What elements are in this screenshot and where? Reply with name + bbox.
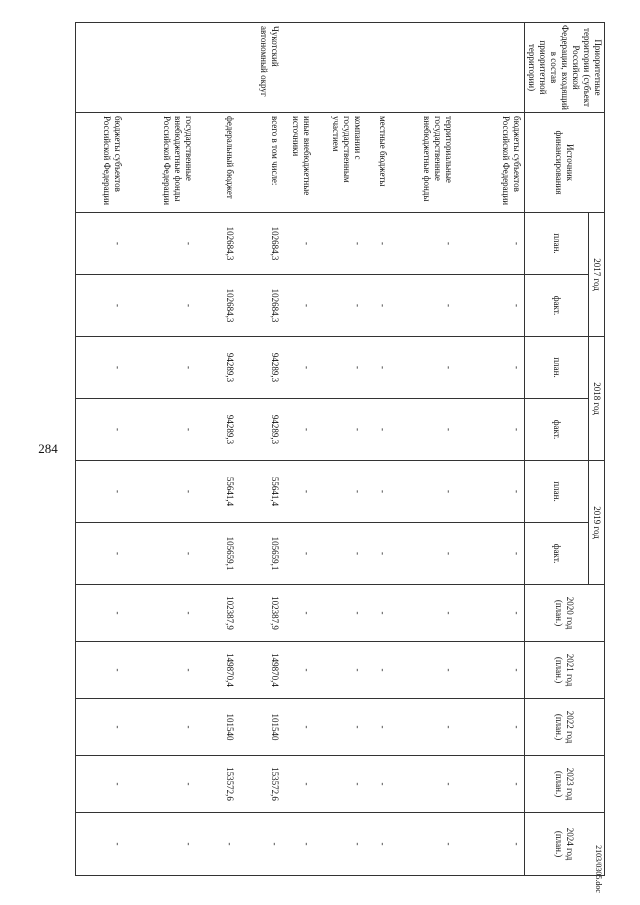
table-row <box>314 23 366 876</box>
value-cell: - <box>125 461 196 523</box>
value-cell: - <box>365 585 390 642</box>
value-cell: - <box>76 461 125 523</box>
value-cell: 94289,3 <box>237 337 281 399</box>
territory-cell <box>76 23 125 113</box>
value-cell: 94289,3 <box>196 337 238 399</box>
value-cell: - <box>390 756 456 813</box>
value-cell: 94289,3 <box>237 399 281 461</box>
rotated-table-wrapper <box>75 22 605 875</box>
header-2017-fact: факт. <box>525 275 589 337</box>
value-cell: - <box>456 275 525 337</box>
value-cell: - <box>76 337 125 399</box>
value-cell: - <box>125 275 196 337</box>
value-cell: 149870,4 <box>237 642 281 699</box>
territory-cell <box>125 23 196 113</box>
value-cell: - <box>456 756 525 813</box>
value-cell: - <box>314 523 366 585</box>
value-cell: 101540 <box>237 699 281 756</box>
value-cell: - <box>456 585 525 642</box>
value-cell: - <box>365 642 390 699</box>
value-cell: - <box>390 813 456 876</box>
value-cell: - <box>125 642 196 699</box>
table-row <box>237 23 281 876</box>
header-2018: 2018 год <box>589 337 605 461</box>
value-cell: - <box>282 461 314 523</box>
table-row <box>282 23 314 876</box>
value-cell: - <box>76 275 125 337</box>
value-cell: - <box>282 523 314 585</box>
value-cell: - <box>365 699 390 756</box>
page-number: 284 <box>38 441 58 456</box>
value-cell: - <box>125 399 196 461</box>
value-cell: - <box>314 213 366 275</box>
source-cell: бюджеты субъектов Российской Федерации <box>456 113 525 213</box>
value-cell: 102387,9 <box>237 585 281 642</box>
value-cell: 105659,1 <box>237 523 281 585</box>
value-cell: - <box>76 813 125 876</box>
value-cell: - <box>365 213 390 275</box>
value-cell: - <box>390 585 456 642</box>
value-cell: - <box>314 337 366 399</box>
territory-cell <box>390 23 456 113</box>
territory-cell <box>365 23 390 113</box>
value-cell: - <box>237 813 281 876</box>
value-cell: - <box>390 275 456 337</box>
value-cell: - <box>314 399 366 461</box>
value-cell: - <box>390 213 456 275</box>
value-cell: - <box>314 699 366 756</box>
territory-cell: Чукотский автономный округ <box>237 23 281 113</box>
value-cell: - <box>196 813 238 876</box>
value-cell: - <box>125 585 196 642</box>
table-row <box>196 23 238 876</box>
value-cell: 102684,3 <box>237 275 281 337</box>
value-cell: - <box>125 213 196 275</box>
value-cell: - <box>365 275 390 337</box>
value-cell: - <box>390 337 456 399</box>
source-cell: компании с государственным участием <box>314 113 366 213</box>
value-cell: 153572,6 <box>196 756 238 813</box>
table-row <box>456 23 525 876</box>
value-cell: - <box>282 642 314 699</box>
value-cell: - <box>456 699 525 756</box>
header-2023: 2023 год (план.) <box>525 756 605 813</box>
value-cell: - <box>365 523 390 585</box>
value-cell: 153572,6 <box>237 756 281 813</box>
value-cell: 102684,3 <box>237 213 281 275</box>
table-row <box>390 23 456 876</box>
value-cell: - <box>365 756 390 813</box>
header-2019-plan: план. <box>525 461 589 523</box>
header-2017: 2017 год <box>589 213 605 337</box>
value-cell: - <box>456 461 525 523</box>
value-cell: - <box>282 275 314 337</box>
source-cell: государственные внебюджетные фонды Российской Федерации <box>125 113 196 213</box>
table-row <box>76 23 125 876</box>
value-cell: - <box>282 213 314 275</box>
value-cell: - <box>76 399 125 461</box>
header-2022: 2022 год (план.) <box>525 699 605 756</box>
value-cell: - <box>125 337 196 399</box>
territory-cell <box>456 23 525 113</box>
table-row <box>365 23 390 876</box>
source-cell: местные бюджеты <box>365 113 390 213</box>
value-cell: 94289,3 <box>196 399 238 461</box>
value-cell: 101540 <box>196 699 238 756</box>
header-2017-plan: план. <box>525 213 589 275</box>
table-body <box>76 23 525 876</box>
source-cell: бюджеты субъектов Российской Федерации <box>76 113 125 213</box>
source-cell: федеральный бюджет <box>196 113 238 213</box>
value-cell: - <box>76 699 125 756</box>
value-cell: - <box>282 337 314 399</box>
header-2018-fact: факт. <box>525 399 589 461</box>
value-cell: - <box>390 699 456 756</box>
value-cell: - <box>282 813 314 876</box>
value-cell: - <box>282 699 314 756</box>
value-cell: - <box>314 642 366 699</box>
source-cell: территориальные государственные внебюджетные фонды <box>390 113 456 213</box>
header-2019-fact: факт. <box>525 523 589 585</box>
value-cell: 55641,4 <box>237 461 281 523</box>
document-code: 2103/0305.doc <box>594 845 603 893</box>
value-cell: - <box>125 523 196 585</box>
value-cell: - <box>390 461 456 523</box>
value-cell: - <box>314 461 366 523</box>
value-cell: 102684,3 <box>196 213 238 275</box>
value-cell: - <box>456 337 525 399</box>
value-cell: 105659,1 <box>196 523 238 585</box>
value-cell: - <box>125 756 196 813</box>
value-cell: - <box>390 642 456 699</box>
value-cell: - <box>365 813 390 876</box>
value-cell: - <box>456 523 525 585</box>
value-cell: - <box>390 399 456 461</box>
value-cell: - <box>282 756 314 813</box>
value-cell: - <box>125 699 196 756</box>
value-cell: - <box>314 813 366 876</box>
territory-cell <box>196 23 238 113</box>
value-cell: 102387,9 <box>196 585 238 642</box>
value-cell: - <box>456 642 525 699</box>
value-cell: - <box>76 756 125 813</box>
value-cell: - <box>365 461 390 523</box>
territory-cell <box>314 23 366 113</box>
header-territory: Приоритетные территории (субъект Российской Федерации, входящий в состав приоритетной территории) <box>525 23 605 113</box>
value-cell: - <box>282 399 314 461</box>
header-source: Источник финансирования <box>525 113 605 213</box>
value-cell: - <box>314 275 366 337</box>
value-cell: 149870,4 <box>196 642 238 699</box>
value-cell: - <box>365 399 390 461</box>
financing-table <box>75 22 605 876</box>
value-cell: - <box>125 813 196 876</box>
value-cell: - <box>456 813 525 876</box>
territory-cell <box>282 23 314 113</box>
header-2018-plan: план. <box>525 337 589 399</box>
table-row <box>125 23 196 876</box>
value-cell: - <box>76 523 125 585</box>
source-cell: иные внебюджетные источники <box>282 113 314 213</box>
value-cell: - <box>456 213 525 275</box>
source-cell: всего в том числе: <box>237 113 281 213</box>
value-cell: - <box>365 337 390 399</box>
value-cell: - <box>76 213 125 275</box>
value-cell: - <box>456 399 525 461</box>
value-cell: - <box>282 585 314 642</box>
header-2024: 2024 год (план.) <box>525 813 605 876</box>
value-cell: 102684,3 <box>196 275 238 337</box>
header-2020: 2020 год (план.) <box>525 585 605 642</box>
value-cell: - <box>76 585 125 642</box>
header-2021: 2021 год (план.) <box>525 642 605 699</box>
value-cell: - <box>314 585 366 642</box>
value-cell: - <box>390 523 456 585</box>
value-cell: - <box>314 756 366 813</box>
value-cell: 55641,4 <box>196 461 238 523</box>
header-2019: 2019 год <box>589 461 605 585</box>
value-cell: - <box>76 642 125 699</box>
